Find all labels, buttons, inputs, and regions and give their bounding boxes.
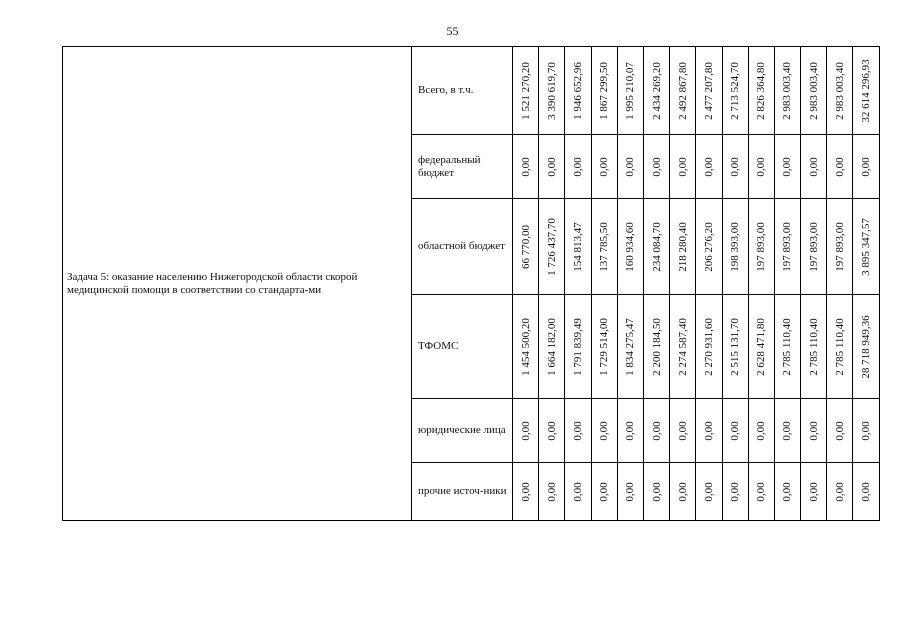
cell-value: 1 521 270,20 xyxy=(519,61,532,120)
cell-value: 1 454 500,20 xyxy=(519,317,532,376)
cell-value: 28 718 949,36 xyxy=(860,314,873,379)
table-cell xyxy=(801,47,827,135)
table-cell xyxy=(670,135,696,199)
cell-value: 2 713 524,70 xyxy=(729,61,742,120)
cell-value: 0,00 xyxy=(676,156,689,177)
table-cell xyxy=(670,295,696,399)
table-cell xyxy=(748,135,774,199)
table-cell xyxy=(748,295,774,399)
cell-value: 0,00 xyxy=(598,481,611,502)
cell-value: 1 995 210,07 xyxy=(624,61,637,120)
cell-value: 0,00 xyxy=(676,420,689,441)
table-cell xyxy=(722,199,748,295)
table-cell xyxy=(774,463,800,521)
table-cell xyxy=(591,47,617,135)
table-cell xyxy=(643,135,669,199)
cell-value: 0,00 xyxy=(807,420,820,441)
cell-value: 0,00 xyxy=(833,420,846,441)
cell-value: 0,00 xyxy=(729,420,742,441)
funding-source-label: Всего, в т.ч. xyxy=(412,47,513,135)
cell-value: 1 726 437,70 xyxy=(545,217,558,276)
table-cell xyxy=(801,135,827,199)
cell-value: 2 785 110,40 xyxy=(781,317,794,376)
table-cell xyxy=(696,199,722,295)
cell-value: 1 867 299,50 xyxy=(598,61,611,120)
table-cell xyxy=(565,399,591,463)
cell-value: 0,00 xyxy=(598,156,611,177)
cell-value: 1 729 514,00 xyxy=(598,317,611,376)
cell-value: 0,00 xyxy=(545,481,558,502)
cell-value: 2 826 364,80 xyxy=(755,61,768,120)
cell-value: 0,00 xyxy=(860,481,873,502)
table-cell xyxy=(591,399,617,463)
table-cell xyxy=(827,399,853,463)
cell-value: 0,00 xyxy=(833,156,846,177)
table-row xyxy=(63,47,880,135)
cell-value: 0,00 xyxy=(755,156,768,177)
table-cell xyxy=(696,463,722,521)
page-number: 55 xyxy=(446,24,459,38)
table-cell xyxy=(643,199,669,295)
table-cell xyxy=(722,463,748,521)
cell-value: 2 983 003,40 xyxy=(833,61,846,120)
task-description: Задача 5: оказание населению Нижегородской области скорой медицинской помощи в соответствии со стандарта-ми xyxy=(63,47,412,521)
funding-table xyxy=(62,46,880,521)
table-cell xyxy=(617,199,643,295)
table-cell xyxy=(617,295,643,399)
cell-value: 3 895 347,57 xyxy=(860,217,873,276)
cell-value: 1 791 839,49 xyxy=(571,317,584,376)
table-cell xyxy=(748,199,774,295)
cell-value: 0,00 xyxy=(729,156,742,177)
funding-source-label: федеральный бюджет xyxy=(412,135,513,199)
cell-value: 0,00 xyxy=(519,481,532,502)
cell-value: 0,00 xyxy=(519,156,532,177)
table-cell xyxy=(801,399,827,463)
table-cell xyxy=(827,47,853,135)
table-cell xyxy=(565,463,591,521)
cell-value: 0,00 xyxy=(650,156,663,177)
cell-value: 137 785,50 xyxy=(598,221,611,272)
table-cell xyxy=(774,47,800,135)
cell-value: 0,00 xyxy=(860,420,873,441)
cell-value: 0,00 xyxy=(702,156,715,177)
table-cell xyxy=(513,463,539,521)
cell-value: 32 614 296,93 xyxy=(860,58,873,123)
cell-value: 160 934,60 xyxy=(624,221,637,272)
table-cell xyxy=(565,295,591,399)
table-cell xyxy=(513,47,539,135)
cell-value: 0,00 xyxy=(729,481,742,502)
cell-value: 2 477 207,80 xyxy=(702,61,715,120)
table-cell xyxy=(617,463,643,521)
table-cell xyxy=(853,135,879,199)
cell-value: 206 276,20 xyxy=(702,221,715,272)
table-cell xyxy=(853,47,879,135)
table-cell xyxy=(565,135,591,199)
table-cell xyxy=(748,47,774,135)
table-cell xyxy=(513,199,539,295)
table-cell xyxy=(591,199,617,295)
table-cell xyxy=(722,399,748,463)
cell-value: 197 893,00 xyxy=(833,221,846,272)
table-cell xyxy=(774,295,800,399)
cell-value: 2 785 110,40 xyxy=(807,317,820,376)
cell-value: 0,00 xyxy=(755,420,768,441)
table-cell xyxy=(670,199,696,295)
cell-value: 197 893,00 xyxy=(807,221,820,272)
table-cell xyxy=(643,47,669,135)
cell-value: 66 770,00 xyxy=(519,224,532,269)
cell-value: 2 628 471,80 xyxy=(755,317,768,376)
table-cell xyxy=(617,135,643,199)
table-cell xyxy=(722,47,748,135)
funding-source-label: прочие источ-ники xyxy=(412,463,513,521)
cell-value: 0,00 xyxy=(702,420,715,441)
cell-value: 0,00 xyxy=(650,481,663,502)
table-cell xyxy=(565,47,591,135)
table-cell xyxy=(696,295,722,399)
table-cell xyxy=(853,399,879,463)
table-cell xyxy=(722,135,748,199)
cell-value: 2 983 003,40 xyxy=(807,61,820,120)
table-cell xyxy=(827,463,853,521)
cell-value: 0,00 xyxy=(807,156,820,177)
table-cell xyxy=(801,463,827,521)
table-cell xyxy=(617,47,643,135)
table-cell xyxy=(722,295,748,399)
cell-value: 0,00 xyxy=(676,481,689,502)
cell-value: 0,00 xyxy=(545,156,558,177)
table-cell xyxy=(513,295,539,399)
funding-source-label: юридические лица xyxy=(412,399,513,463)
cell-value: 0,00 xyxy=(571,156,584,177)
table-cell xyxy=(696,399,722,463)
table-cell xyxy=(696,47,722,135)
cell-value: 0,00 xyxy=(702,481,715,502)
cell-value: 2 983 003,40 xyxy=(781,61,794,120)
cell-value: 3 390 619,70 xyxy=(545,61,558,120)
table-cell xyxy=(801,295,827,399)
table-cell xyxy=(748,463,774,521)
table-cell xyxy=(513,135,539,199)
cell-value: 1 664 182,00 xyxy=(545,317,558,376)
table-cell xyxy=(853,199,879,295)
table-cell xyxy=(539,47,565,135)
table-cell xyxy=(801,199,827,295)
cell-value: 0,00 xyxy=(624,420,637,441)
table-cell xyxy=(670,399,696,463)
table-cell xyxy=(539,463,565,521)
table-cell xyxy=(748,399,774,463)
table-cell xyxy=(774,399,800,463)
table-cell xyxy=(591,135,617,199)
table-cell xyxy=(539,199,565,295)
table-cell xyxy=(539,399,565,463)
cell-value: 0,00 xyxy=(755,481,768,502)
cell-value: 1 834 275,47 xyxy=(624,317,637,376)
cell-value: 0,00 xyxy=(545,420,558,441)
cell-value: 0,00 xyxy=(519,420,532,441)
cell-value: 0,00 xyxy=(781,420,794,441)
table-cell xyxy=(827,199,853,295)
cell-value: 2 515 131,70 xyxy=(729,317,742,376)
table-cell xyxy=(617,399,643,463)
cell-value: 2 200 184,50 xyxy=(650,317,663,376)
cell-value: 2 270 931,60 xyxy=(702,317,715,376)
cell-value: 2 434 269,20 xyxy=(650,61,663,120)
cell-value: 0,00 xyxy=(781,481,794,502)
cell-value: 0,00 xyxy=(571,420,584,441)
cell-value: 218 280,40 xyxy=(676,221,689,272)
table-cell xyxy=(827,135,853,199)
table-cell xyxy=(643,399,669,463)
cell-value: 0,00 xyxy=(624,156,637,177)
table-cell xyxy=(853,295,879,399)
table-cell xyxy=(643,463,669,521)
cell-value: 2 785 110,40 xyxy=(833,317,846,376)
cell-value: 1 946 652,96 xyxy=(571,61,584,120)
table-cell xyxy=(696,135,722,199)
table-cell xyxy=(774,199,800,295)
cell-value: 197 893,00 xyxy=(781,221,794,272)
cell-value: 198 393,00 xyxy=(729,221,742,272)
cell-value: 154 813,47 xyxy=(571,221,584,272)
table-cell xyxy=(539,295,565,399)
table-cell xyxy=(565,199,591,295)
cell-value: 234 084,70 xyxy=(650,221,663,272)
cell-value: 0,00 xyxy=(650,420,663,441)
table-cell xyxy=(670,47,696,135)
funding-source-label: ТФОМС xyxy=(412,295,513,399)
table-cell xyxy=(539,135,565,199)
table-cell xyxy=(853,463,879,521)
table-cell xyxy=(670,463,696,521)
table-cell xyxy=(591,295,617,399)
cell-value: 0,00 xyxy=(860,156,873,177)
cell-value: 0,00 xyxy=(833,481,846,502)
table-cell xyxy=(591,463,617,521)
table-cell xyxy=(827,295,853,399)
cell-value: 0,00 xyxy=(571,481,584,502)
table-cell xyxy=(643,295,669,399)
cell-value: 0,00 xyxy=(807,481,820,502)
cell-value: 197 893,00 xyxy=(755,221,768,272)
cell-value: 0,00 xyxy=(781,156,794,177)
cell-value: 2 492 867,80 xyxy=(676,61,689,120)
funding-source-label: областной бюджет xyxy=(412,199,513,295)
table-cell xyxy=(513,399,539,463)
cell-value: 2 274 587,40 xyxy=(676,317,689,376)
cell-value: 0,00 xyxy=(624,481,637,502)
cell-value: 0,00 xyxy=(598,420,611,441)
table-cell xyxy=(774,135,800,199)
